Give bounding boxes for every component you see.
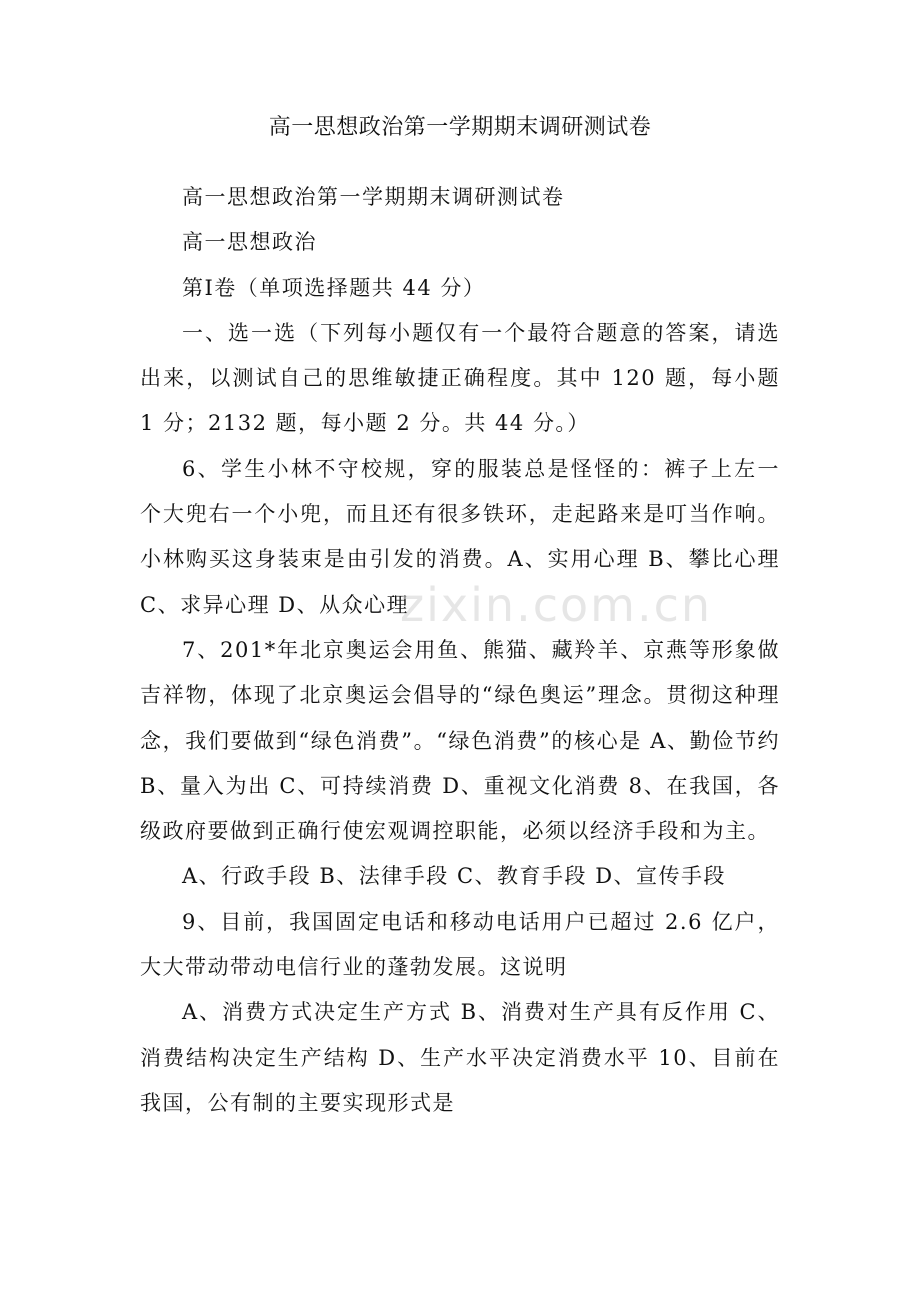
paragraph-question-8-options: A、行政手段 B、法律手段 C、教育手段 D、宣传手段: [182, 864, 727, 889]
document-title: 高一思想政治第一学期期末调研测试卷: [268, 115, 652, 140]
paragraph-subtitle: 高一思想政治第一学期期末调研测试卷: [182, 185, 565, 209]
paragraph-instructions: 一、选一选（下列每小题仅有一个最符合题意的答案，请选出来，以测试自己的思维敏捷正确程度。其中 120 题，每小题 1 分；2132 题，每小题 2 分。共 44 分。）: [140, 320, 780, 436]
paragraph-question-7-8: 7、201*年北京奥运会用鱼、熊猫、藏羚羊、京燕等形象做吉祥物，体现了北京奥运会倡导的“绿色奥运”理念。贯彻这种理念，我们要做到“绿色消费”。“绿色消费”的核心是 A、勤俭节约 B、量入为出 C、可持续消费 D、重视文化消费 8、在我国，各级政府要做到正确行使宏观调控职能，必须以经济手段和为主。: [140, 637, 780, 844]
paragraph-question-6: 6、学生小林不守校规，穿的服装总是怪怪的：裤子上左一个大兜右一个小兜，而且还有很多铁环，走起路来是叮当作响。小林购买这身装束是由引发的消费。A、实用心理 B、攀比心理 C、求异心理 D、从众心理: [140, 456, 780, 617]
paragraph-subject: 高一思想政治: [182, 230, 317, 255]
document-body: [140, 175, 780, 1126]
paragraph-section-heading: 第Ⅰ卷（单项选择题共 44 分）: [182, 275, 486, 300]
paragraph-question-9: 9、目前，我国固定电话和移动电话用户已超过 2.6 亿户，大大带动带动电信行业的蓬勃发展。这说明: [140, 909, 780, 980]
paragraph-question-9-options: A、消费方式决定生产方式 B、消费对生产具有反作用 C、消费结构决定生产结构 D、生产水平决定消费水平 10、目前在我国，公有制的主要实现形式是: [140, 1000, 780, 1115]
watermark: zixin.com.cn: [400, 578, 713, 632]
